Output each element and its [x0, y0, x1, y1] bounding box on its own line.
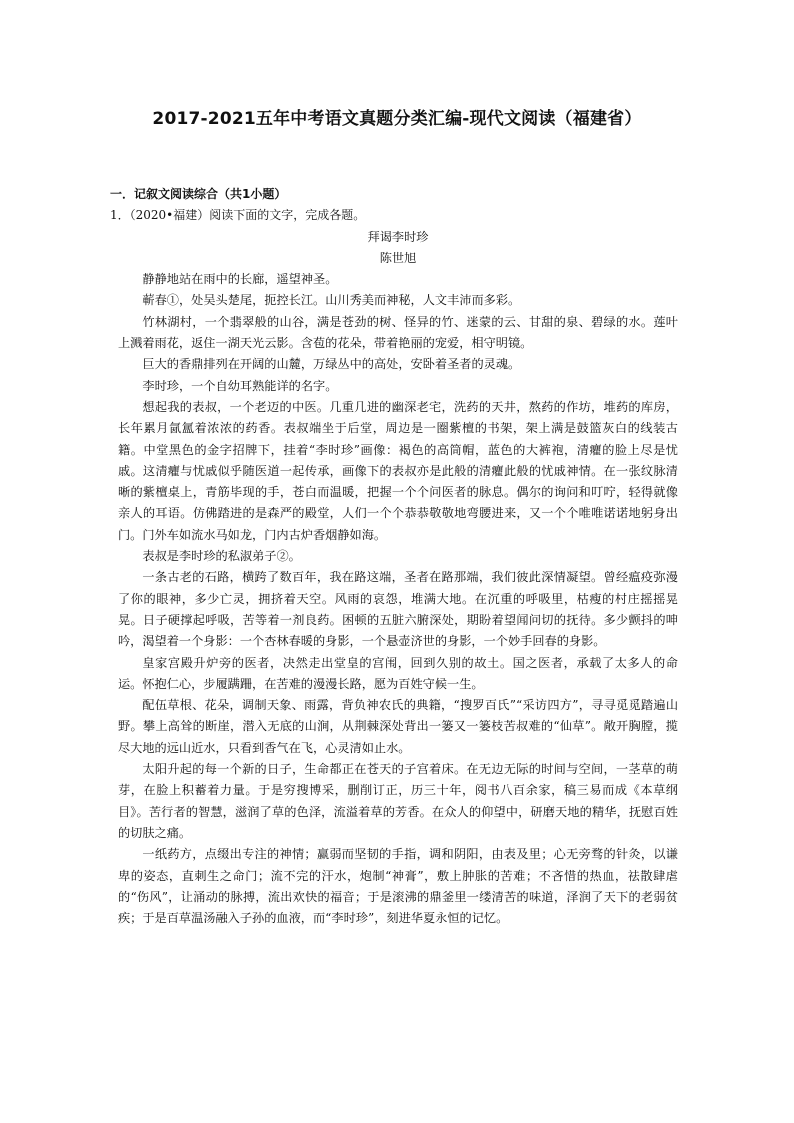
- paragraph: 李时珍，一个自幼耳熟能详的名字。: [142, 378, 338, 393]
- paragraph: 竹林湖村，一个翡翠般的山谷，满是苍劲的树、怪异的竹、迷蒙的云、甘甜的泉、碧绿的水。莲叶上溅着雨花，返住一湖天光云影。含苞的花朵，带着艳丽的宠爱，相守明镜。: [118, 314, 678, 351]
- document-body: [110, 184, 678, 929]
- document-title: 2017-2021五年中考语文真题分类汇编-现代文阅读（福建省）: [152, 109, 642, 129]
- paragraph: 表叔是李时珍的私淑弟子②。: [142, 549, 301, 564]
- question-intro: 1．（2020•福建）阅读下面的文字，完成各题。: [110, 208, 366, 223]
- paragraph: 皇家宫殿升炉旁的医者，决然走出堂皇的宫闱，回到久别的故土。国之医者，承载了太多人的命运。怀抱仁心，步履蹒跚，在苦难的漫漫长路，愿为百姓守候一生。: [118, 655, 678, 691]
- paragraph: 一纸药方，点缀出专注的神情；赢弱而坚韧的手指，调和阴阳，由表及里；心无旁骛的针灸，以谦卑的姿态，直刺生之命门；流不完的汗水，炮制“神膏”，敷上肿胀的苦难；不吝惜的热血，祛散肆虐的“伤风”，让涌动的脉搏，流出欢快的福音；于是滚沸的鼎釜里一缕清苦的味道，泽润了天下的老弱贫疾；于是百草温汤融入子孙的血液，而“李时珍”，刻进华夏永恒的记忆。: [118, 847, 678, 926]
- section-heading: 一．记叙文阅读综合（共1小题）: [110, 187, 287, 201]
- paragraph: 想起我的表叔，一个老迈的中医。几重几进的幽深老宅，洗药的天井，熬药的作坊，堆药的库房，长年累月氤氲着浓浓的药香。表叔端坐于后堂，周边是一圈紫檀的书架，架上满是鼓篮灰白的线装古籍。中堂黑色的金字招牌下，挂着“李时珍”画像：褐色的高筒帽，蓝色的大裤袍，清癯的脸上尽是忧戚。这清癯与忧戚似乎随医道一起传承，画像下的表叔亦是此般的清癯此般的忧戚神情。在一张纹脉清晰的紫檀桌上，青筋毕现的手，苍白而温暖，把握一个个问医者的脉息。偶尔的询问和叮咛，轻得就像亲人的耳语。仿佛踏进的是森严的殿堂，人们一个个恭恭敬敬地弯腰进来，又一个个唯唯诺诺地躬身出门。门外车如流水马如龙，门内古炉香烟静如海。: [118, 399, 678, 542]
- paragraph: 巨大的香鼎排列在开阔的山麓，万绿丛中的高处，安卧着圣者的灵魂。: [142, 357, 521, 372]
- article-title: 拜谒李时珍: [367, 229, 429, 244]
- paragraph: 配伍草根、花朵，调制天象、雨露，背负神农氏的典籍，“搜罗百氏”“采访四方”，寻寻觅觅踏遍山野。攀上高耸的断崖，潜入无底的山涧，从荆棘深处背出一篓又一篓枝苦叔难的“仙草”。敞开胸膛，揽尽大地的远山近水，只看到香气在飞，心灵清如止水。: [118, 698, 678, 755]
- paragraph: 蕲春①，处吴头楚尾，扼控长江。山川秀美而神秘，人文丰沛而多彩。: [142, 293, 521, 308]
- article-author: 陈世旭: [379, 250, 417, 265]
- paragraph: 太阳升起的每一个新的日子，生命都正在苍天的子宫着床。在无边无际的时间与空间，一茎草的萌芽，在脸上积蓄着力量。于是穷搜博采，删削订正，历三十年，阅书八百余家，稿三易而成《本草纲目》。苦行者的智慧，滋润了草的色泽，流溢着草的芳香。在众人的仰望中，研磨天地的精华，抚慰百姓的切肤之痛。: [118, 762, 678, 840]
- paragraph: 静静地站在雨中的长廊，遥望神圣。: [142, 272, 338, 287]
- paragraph: 一条古老的石路，横跨了数百年，我在路这端，圣者在路那端，我们彼此深情凝望。曾经瘟疫弥漫了你的眼神，多少亡灵，拥挤着天空。风雨的哀怨，堆满大地。在沉重的呼吸里，枯瘦的村庄摇摇晃晃。日子硬撑起呼吸，苦等着一剂良药。困顿的五脏六腑深处，期盼着望闻问切的抚待。多少颤抖的呻吟，渴望着一个身影：一个杏林春暖的身影，一个悬壶济世的身影，一个妙手回春的身影。: [118, 570, 678, 649]
